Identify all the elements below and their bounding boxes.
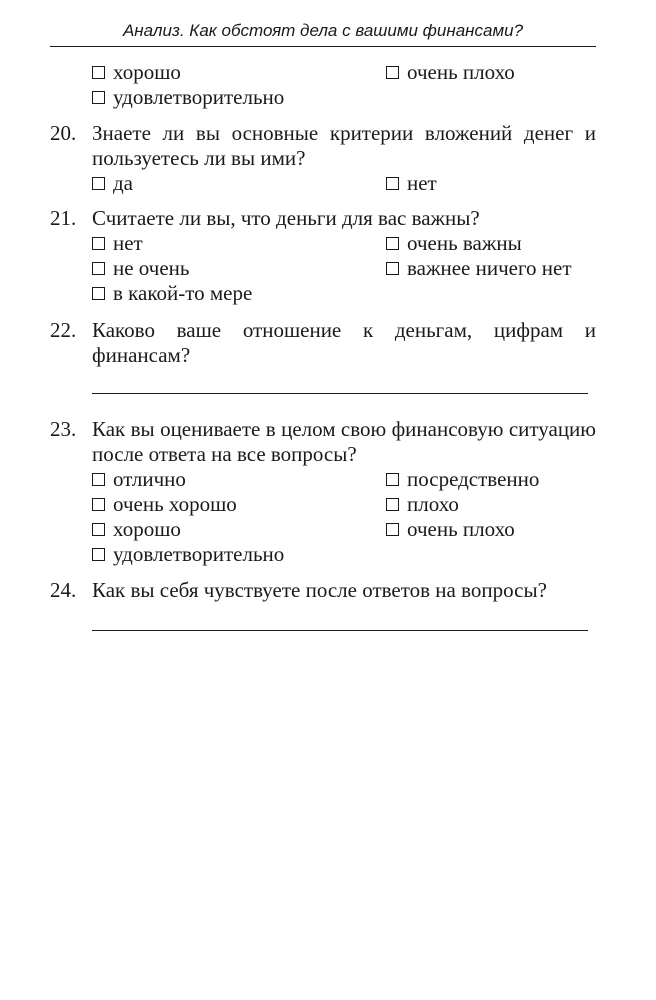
option-label: очень плохо xyxy=(407,60,515,84)
question-number: 23. xyxy=(50,417,77,441)
option-label: в какой-то мере xyxy=(113,281,253,305)
checkbox-icon[interactable] xyxy=(92,177,105,190)
checkbox-option[interactable] xyxy=(92,171,386,196)
option-label: очень плохо xyxy=(407,517,515,541)
checkbox-option[interactable] xyxy=(92,85,386,110)
checkbox-option[interactable] xyxy=(92,467,386,492)
answer-line[interactable] xyxy=(92,630,588,631)
option-label: нет xyxy=(113,231,143,255)
checkbox-option[interactable] xyxy=(386,492,596,517)
checkbox-icon[interactable] xyxy=(386,237,399,250)
checkbox-icon[interactable] xyxy=(92,262,105,275)
option-label: посредственно xyxy=(407,467,540,491)
question-text: Каково ваше отношение к деньгам, цифрам и финансам? xyxy=(92,318,596,367)
running-header: Анализ. Как обстоят дела с вашими финансами? xyxy=(122,21,524,40)
question-text: Как вы оцениваете в целом свою финансовую ситуацию после ответа на все вопросы? xyxy=(92,417,596,466)
checkbox-option[interactable] xyxy=(386,171,596,196)
checkbox-option[interactable] xyxy=(386,517,596,542)
question-24 xyxy=(50,578,596,603)
checkbox-option[interactable] xyxy=(92,542,386,567)
checkbox-icon[interactable] xyxy=(92,287,105,300)
checkbox-icon[interactable] xyxy=(92,473,105,486)
question-22 xyxy=(50,318,596,368)
question-23-options xyxy=(92,467,596,567)
checkbox-icon[interactable] xyxy=(92,498,105,511)
checkbox-option[interactable] xyxy=(92,256,386,281)
question-21 xyxy=(50,206,596,231)
question-text: Как вы себя чувствуете после ответов на вопросы? xyxy=(92,578,547,602)
checkbox-option[interactable] xyxy=(386,60,596,85)
question-20-options xyxy=(92,171,596,196)
option-label: очень важны xyxy=(407,231,522,255)
option-label: отлично xyxy=(113,467,186,491)
option-label: важнее ничего нет xyxy=(407,256,572,280)
checkbox-option[interactable] xyxy=(92,60,386,85)
option-label: нет xyxy=(407,171,437,195)
question-number: 21. xyxy=(50,206,77,230)
checkbox-icon[interactable] xyxy=(386,66,399,79)
checkbox-icon[interactable] xyxy=(92,91,105,104)
option-label: да xyxy=(113,171,134,195)
option-label: не очень xyxy=(113,256,190,280)
question-text: Знаете ли вы основные критерии вложений денег и пользуетесь ли вы ими? xyxy=(92,121,596,170)
checkbox-icon[interactable] xyxy=(386,523,399,536)
checkbox-icon[interactable] xyxy=(92,523,105,536)
checkbox-option[interactable] xyxy=(92,231,386,256)
header-rule xyxy=(50,46,596,47)
option-label: хорошо xyxy=(113,60,181,84)
option-label: хорошо xyxy=(113,517,181,541)
option-label: очень хорошо xyxy=(113,492,237,516)
checkbox-option[interactable] xyxy=(386,256,596,281)
questionnaire xyxy=(50,60,596,631)
checkbox-icon[interactable] xyxy=(386,177,399,190)
checkbox-option[interactable] xyxy=(386,467,596,492)
checkbox-option[interactable] xyxy=(92,517,386,542)
checkbox-icon[interactable] xyxy=(386,473,399,486)
option-label: удовлетворительно xyxy=(113,542,285,566)
checkbox-icon[interactable] xyxy=(386,498,399,511)
checkbox-option[interactable] xyxy=(92,492,386,517)
question-20 xyxy=(50,121,596,171)
option-label: удовлетворительно xyxy=(113,85,285,109)
checkbox-icon[interactable] xyxy=(92,66,105,79)
question-23 xyxy=(50,417,596,467)
answer-line[interactable] xyxy=(92,393,588,394)
checkbox-icon[interactable] xyxy=(92,548,105,561)
question-text: Считаете ли вы, что деньги для вас важны? xyxy=(92,206,480,230)
question-number: 20. xyxy=(50,121,77,145)
checkbox-option[interactable] xyxy=(92,281,386,306)
question-number: 22. xyxy=(50,318,77,342)
carry-over-options xyxy=(92,60,596,110)
checkbox-option[interactable] xyxy=(386,231,596,256)
option-label: плохо xyxy=(407,492,459,516)
checkbox-icon[interactable] xyxy=(386,262,399,275)
checkbox-icon[interactable] xyxy=(92,237,105,250)
question-21-options xyxy=(92,231,596,306)
question-number: 24. xyxy=(50,578,77,602)
